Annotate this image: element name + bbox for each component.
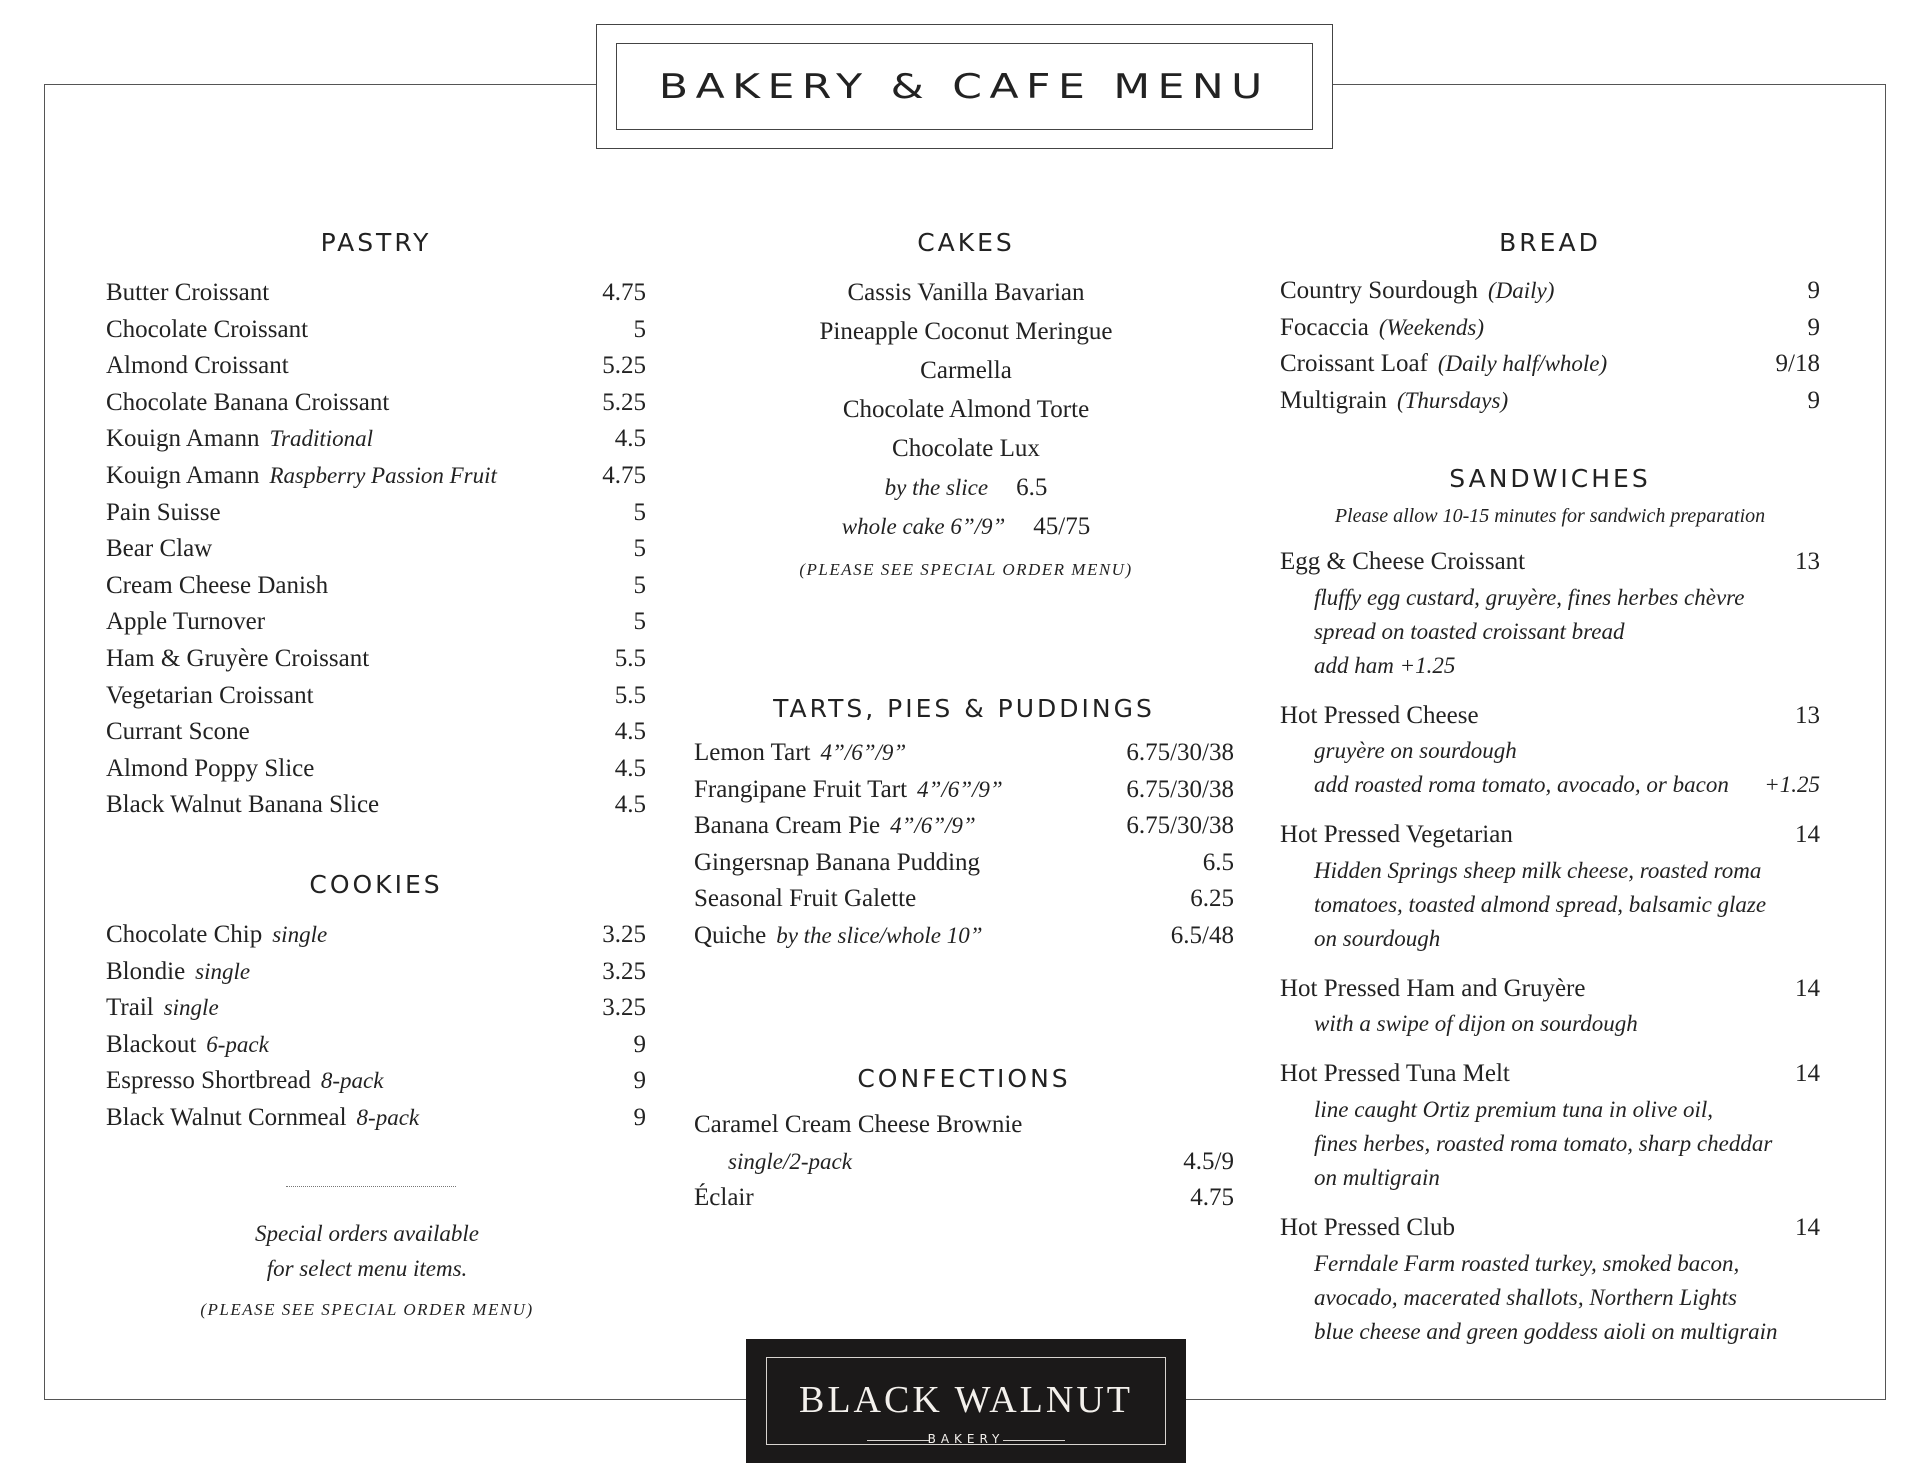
item-name: Trail — [106, 994, 154, 1022]
cookies-list — [106, 917, 646, 1137]
item-label — [106, 312, 308, 349]
bread-heading: BREAD — [1499, 228, 1601, 257]
item-note: single — [163, 995, 219, 1021]
item-price: 5.25 — [602, 352, 646, 380]
item-label — [1280, 273, 1554, 310]
sandwich-header — [1280, 1210, 1820, 1247]
item-note: (Weekends) — [1378, 314, 1484, 340]
item-name: Chocolate Croissant — [106, 315, 309, 343]
sandwich-name: Hot Pressed Tuna Melt — [1280, 1060, 1510, 1088]
item-note: (Daily half/whole) — [1437, 351, 1608, 377]
item-name: Cream Cheese Danish — [106, 571, 329, 599]
item-price: 9 — [1807, 386, 1820, 414]
menu-item — [106, 787, 646, 824]
logo-name: BLACK WALNUT — [798, 1379, 1133, 1421]
sandwich-name: Hot Pressed Vegetarian — [1280, 821, 1513, 849]
sandwich-header — [1280, 817, 1820, 854]
item-label — [106, 787, 379, 824]
item-price: 9 — [633, 1030, 646, 1058]
item-label — [106, 275, 269, 312]
sandwich-name: Hot Pressed Cheese — [1280, 701, 1479, 729]
item-label — [694, 808, 976, 845]
logo-rule-right — [1003, 1440, 1065, 1441]
menu-item — [106, 348, 646, 385]
menu-item — [106, 1027, 646, 1064]
item-name: Quiche — [694, 921, 767, 949]
item-name: Pain Suisse — [106, 498, 221, 526]
item-note: single — [272, 922, 328, 947]
item-name: Almond Croissant — [106, 352, 289, 380]
sandwich-desc-line: fines herbes, roasted roma tomato, sharp cheddar — [1314, 1130, 1773, 1156]
cake-item: Chocolate Lux — [892, 435, 1040, 462]
menu-title: BAKERY & CAFE MENU — [659, 66, 1270, 107]
sandwich-price: 14 — [1795, 1213, 1820, 1241]
sandwiches-heading: SANDWICHES — [1449, 464, 1651, 493]
item-label — [106, 990, 219, 1027]
sandwich-price: 13 — [1795, 701, 1820, 729]
menu-item — [106, 568, 646, 605]
menu-item — [106, 714, 646, 751]
menu-item — [1280, 346, 1820, 383]
item-label — [694, 918, 983, 955]
confections-section — [694, 1064, 1234, 1217]
item-name: Focaccia — [1280, 313, 1369, 341]
item-price: 5 — [633, 571, 646, 599]
item-price: 5 — [633, 315, 646, 343]
item-price: 4.5 — [614, 754, 646, 782]
item-label — [106, 604, 265, 641]
sandwich-desc-line: blue cheese and green goddess aioli on multigrain — [1314, 1318, 1778, 1344]
item-price: 4.5 — [614, 791, 646, 819]
item-label — [694, 881, 916, 918]
menu-item — [106, 458, 646, 495]
sandwich-desc-line: with a swipe of dijon on sourdough — [1314, 1011, 1638, 1037]
item-note: 4”/6”/9” — [890, 813, 976, 839]
pastry-heading: PASTRY — [320, 228, 432, 257]
cakes-heading: CAKES — [917, 228, 1015, 257]
sandwich-desc-line: spread on toasted croissant bread — [1314, 618, 1625, 644]
item-name: Chocolate Banana Croissant — [106, 388, 390, 416]
sandwich-desc-line: Hidden Springs sheep milk cheese, roasted roma — [1314, 857, 1762, 883]
item-name: Caramel Cream Cheese Brownie — [694, 1111, 1023, 1138]
sandwich-price: 13 — [1795, 548, 1820, 575]
menu-item — [106, 604, 646, 641]
dotted-divider — [286, 1186, 456, 1187]
menu-item — [694, 1180, 1234, 1217]
menu-item — [106, 275, 646, 312]
item-name: Lemon Tart — [694, 739, 811, 766]
item-name: Multigrain — [1280, 386, 1387, 414]
item-name: Kouign Amann — [106, 425, 260, 453]
menu-item — [1280, 310, 1820, 347]
menu-item — [1280, 383, 1820, 420]
item-price: 4.5/9 — [1183, 1147, 1234, 1175]
tarts-section — [694, 694, 1234, 955]
item-name: Blondie — [106, 957, 186, 985]
item-name: Butter Croissant — [106, 279, 270, 306]
sandwich-header — [1280, 698, 1820, 735]
item-label — [106, 917, 327, 954]
item-price: 6.25 — [1190, 885, 1234, 913]
item-note: Traditional — [269, 426, 374, 452]
item-label — [106, 495, 221, 532]
sandwich-desc-line: on sourdough — [1314, 925, 1441, 951]
item-label — [106, 1027, 269, 1064]
item-label — [694, 735, 906, 772]
menu-item — [106, 531, 646, 568]
item-price: 4.75 — [602, 279, 646, 306]
item-label — [1280, 310, 1484, 347]
menu-item — [694, 1144, 1234, 1181]
title-box — [596, 24, 1333, 149]
item-note: (Daily) — [1487, 278, 1555, 303]
item-name: Espresso Shortbread — [106, 1067, 311, 1095]
item-name: Croissant Loaf — [1280, 350, 1428, 378]
item-price: 5.25 — [602, 388, 646, 416]
sandwich-desc-line: line caught Ortiz premium tuna in olive oil, — [1314, 1096, 1714, 1122]
sandwich-name: Hot Pressed Ham and Gruyère — [1280, 974, 1586, 1002]
item-label — [106, 458, 497, 495]
item-name: Almond Poppy Slice — [106, 754, 315, 782]
menu-item — [106, 421, 646, 458]
item-name: Currant Scone — [106, 718, 250, 746]
item-name: Seasonal Fruit Galette — [694, 885, 917, 913]
item-name: Frangipane Fruit Tart — [694, 775, 908, 803]
pastry-list — [106, 275, 646, 824]
item-name: Vegetarian Croissant — [106, 681, 314, 709]
item-name: Apple Turnover — [106, 608, 266, 636]
sandwich-desc-line: fluffy egg custard, gruyère, fines herbes chèvre — [1314, 584, 1745, 610]
cake-slice-price — [696, 468, 1236, 507]
item-label — [106, 1100, 419, 1137]
menu-item — [694, 735, 1234, 772]
item-price: 4.5 — [614, 425, 646, 453]
sandwich-desc-line: on multigrain — [1314, 1164, 1440, 1190]
sandwich-desc-line: add ham +1.25 — [1314, 652, 1456, 678]
item-name: Black Walnut Banana Slice — [106, 791, 380, 819]
item-label — [106, 641, 369, 678]
bread-list — [1280, 273, 1820, 419]
item-price: 3.25 — [602, 957, 646, 985]
cakes-section — [696, 228, 1236, 580]
item-price: 5 — [633, 535, 646, 563]
cookies-section — [106, 870, 646, 1137]
sandwich-desc-line: gruyère on sourdough — [1314, 738, 1517, 764]
slice-label: by the slice — [884, 475, 989, 500]
item-label — [106, 385, 389, 422]
item-price: 6.75/30/38 — [1126, 739, 1234, 766]
item-name: Black Walnut Cornmeal — [106, 1103, 347, 1131]
menu-item — [106, 954, 646, 991]
sandwich-desc-text: add roasted roma tomato, avocado, or bacon — [1314, 772, 1729, 798]
item-price: 9 — [633, 1067, 646, 1095]
item-price: 3.25 — [602, 994, 646, 1022]
menu-item — [694, 918, 1234, 955]
menu-item — [106, 312, 646, 349]
item-label — [106, 568, 328, 605]
sandwich-desc-line: tomatoes, toasted almond spread, balsamic glaze — [1314, 891, 1767, 917]
cake-item: Chocolate Almond Torte — [842, 396, 1090, 423]
confections-heading: CONFECTIONS — [857, 1064, 1071, 1093]
item-label — [106, 751, 314, 788]
tarts-heading: TARTS, PIES & PUDDINGS — [773, 694, 1155, 723]
menu-item — [106, 990, 646, 1027]
sandwich-item — [1280, 817, 1820, 956]
item-name: Ham & Gruyère Croissant — [106, 644, 370, 672]
item-name: Blackout — [106, 1030, 197, 1058]
sandwich-prep-note: Please allow 10-15 minutes for sandwich preparation — [1334, 505, 1766, 527]
sandwich-addon-price: +1.25 — [1764, 772, 1820, 798]
item-price: 5 — [633, 498, 646, 526]
cake-item: Cassis Vanilla Bavarian — [847, 279, 1085, 306]
cake-item: Pineapple Coconut Meringue — [819, 318, 1113, 345]
sandwich-name: Egg & Cheese Croissant — [1280, 548, 1526, 575]
item-price: 9/18 — [1775, 350, 1820, 378]
item-name: Banana Cream Pie — [694, 812, 881, 840]
item-price: 6.5/48 — [1170, 921, 1234, 949]
item-label — [106, 348, 289, 385]
logo-sub: BAKERY — [927, 1432, 1005, 1446]
sandwich-desc-line — [1280, 768, 1820, 802]
pastry-section — [106, 228, 646, 824]
menu-item — [106, 495, 646, 532]
cake-item: Carmella — [920, 357, 1012, 384]
item-label — [106, 421, 373, 458]
sandwiches-section — [1280, 464, 1820, 1364]
slice-price: 6.5 — [1016, 474, 1048, 501]
item-label — [106, 531, 212, 568]
special-orders-note — [106, 1216, 628, 1320]
item-price: 5 — [633, 608, 646, 636]
item-price: 3.25 — [602, 921, 646, 948]
sandwich-item — [1280, 698, 1820, 803]
item-name: Éclair — [694, 1184, 754, 1212]
sandwich-item — [1280, 544, 1820, 683]
sandwich-price: 14 — [1795, 974, 1820, 1002]
menu-item — [106, 385, 646, 422]
special-line-2: for select menu items. — [266, 1256, 468, 1281]
item-name: Kouign Amann — [106, 461, 260, 489]
item-price: 9 — [1807, 313, 1820, 341]
tarts-list — [694, 735, 1234, 955]
item-label — [106, 678, 314, 715]
special-line-1: Special orders available — [255, 1221, 479, 1246]
item-note: 4”/6”/9” — [917, 776, 1003, 802]
special-order-note: (PLEASE SEE SPECIAL ORDER MENU) — [200, 1300, 534, 1319]
item-note: 4”/6”/9” — [820, 740, 907, 765]
menu-item — [106, 1100, 646, 1137]
item-note: (Thursdays) — [1396, 387, 1509, 413]
black-walnut-logo — [746, 1339, 1186, 1463]
bread-section — [1280, 228, 1820, 419]
sandwich-header — [1280, 544, 1820, 581]
item-note: single/2-pack — [728, 1148, 852, 1174]
item-price: 5.5 — [614, 644, 646, 672]
item-name: Gingersnap Banana Pudding — [694, 848, 981, 876]
menu-item — [1280, 273, 1820, 310]
item-price: 4.75 — [602, 461, 646, 489]
menu-item — [106, 917, 646, 954]
menu-item — [106, 641, 646, 678]
item-name: Bear Claw — [106, 535, 213, 563]
menu-item — [694, 881, 1234, 918]
cakes-special-note: (PLEASE SEE SPECIAL ORDER MENU) — [799, 560, 1133, 579]
menu-item — [106, 751, 646, 788]
item-price: 9 — [1807, 277, 1820, 304]
item-label — [694, 772, 1003, 809]
menu-item — [106, 1063, 646, 1100]
menu-item — [694, 808, 1234, 845]
item-price: 4.5 — [614, 718, 646, 746]
item-price: 9 — [633, 1103, 646, 1131]
menu-item — [694, 1107, 1234, 1144]
cakes-list — [696, 273, 1236, 468]
sandwich-desc-line: avocado, macerated shallots, Northern Lights — [1314, 1284, 1737, 1310]
item-price: 4.75 — [1190, 1184, 1234, 1212]
item-note: 8-pack — [356, 1104, 420, 1130]
sandwich-item — [1280, 1210, 1820, 1349]
sandwich-item — [1280, 1056, 1820, 1195]
item-label — [106, 1063, 383, 1100]
item-label — [1280, 383, 1508, 420]
menu-item — [694, 772, 1234, 809]
menu-item — [694, 845, 1234, 882]
item-price: 6.75/30/38 — [1126, 775, 1234, 803]
item-note: 8-pack — [320, 1068, 384, 1094]
item-label — [106, 714, 250, 751]
sandwich-desc-line: Ferndale Farm roasted turkey, smoked bacon, — [1314, 1250, 1740, 1276]
item-note: 6-pack — [206, 1031, 269, 1057]
item-note: single — [195, 958, 251, 984]
sandwich-header — [1280, 971, 1820, 1008]
item-note: by the slice/whole 10” — [776, 922, 983, 948]
item-name: Chocolate Chip — [106, 921, 263, 948]
sandwich-list — [1280, 544, 1820, 1349]
item-price: 6.75/30/38 — [1126, 812, 1234, 840]
item-name: Country Sourdough — [1280, 277, 1478, 304]
sandwich-price: 14 — [1795, 821, 1820, 849]
sandwich-price: 14 — [1795, 1060, 1820, 1088]
item-price: 6.5 — [1202, 848, 1234, 876]
item-label — [1280, 346, 1607, 383]
cake-whole-price — [696, 507, 1236, 546]
sandwich-name: Hot Pressed Club — [1280, 1213, 1455, 1241]
whole-label: whole cake 6”/9” — [841, 514, 1006, 539]
item-price: 5.5 — [614, 681, 646, 709]
item-note: Raspberry Passion Fruit — [269, 462, 497, 488]
whole-price: 45/75 — [1033, 513, 1091, 540]
sandwich-header — [1280, 1056, 1820, 1093]
item-label — [694, 845, 980, 882]
item-label — [106, 954, 250, 991]
menu-item — [106, 678, 646, 715]
cookies-heading: COOKIES — [309, 870, 443, 899]
sandwich-item — [1280, 971, 1820, 1042]
